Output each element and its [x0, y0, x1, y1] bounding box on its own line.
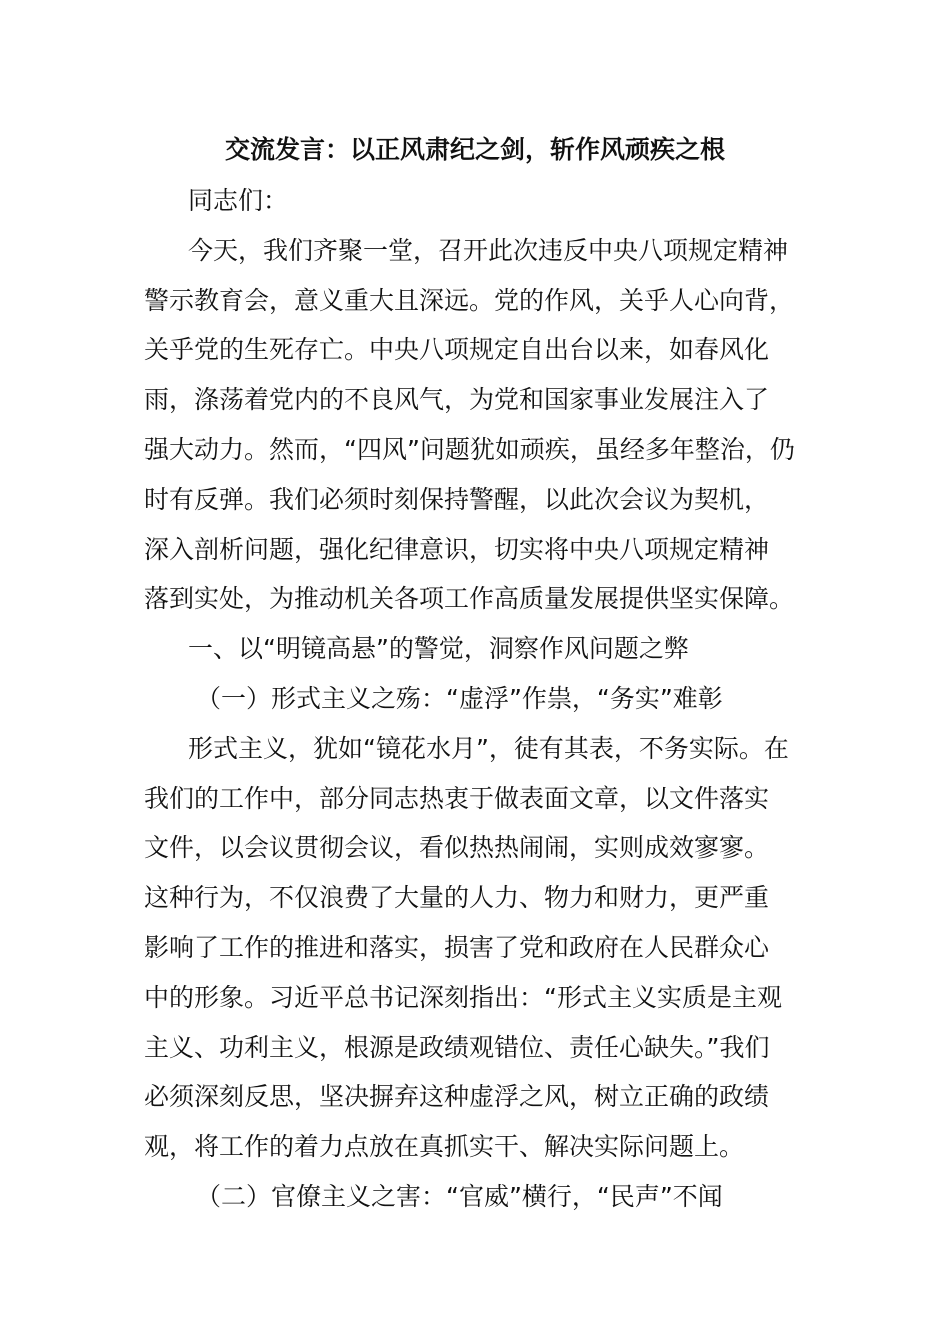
section-heading: 一、以“明镜高悬”的警觉，洞察作风问题之弊	[188, 634, 689, 664]
paragraph-line: 强大动力。然而，“四风”问题犹如顽疾，虽经多年整治，仍	[144, 434, 795, 464]
salutation-line: 同志们：	[188, 186, 289, 215]
subsection-heading: （一）形式主义之殇：“虚浮”作祟，“务实”难彰	[196, 683, 723, 713]
paragraph-line: 观，将工作的着力点放在真抓实干、解决实际问题上。	[144, 1132, 745, 1162]
paragraph-line: 雨，涤荡着党内的不良风气，为党和国家事业发展注入了	[144, 385, 770, 415]
paragraph-line: 中的形象。习近平总书记深刻指出：“形式主义实质是主观	[144, 982, 782, 1012]
paragraph-line: 这种行为，不仅浪费了大量的人力、物力和财力，更严重	[144, 883, 770, 913]
paragraph-line: 必须深刻反思，坚决摒弃这种虚浮之风，树立正确的政绩	[144, 1082, 770, 1112]
paragraph-line: 影响了工作的推进和落实，损害了党和政府在人民群众心	[144, 932, 770, 962]
paragraph-line: 我们的工作中，部分同志热衷于做表面文章，以文件落实	[144, 783, 770, 813]
paragraph-line: 落到实处，为推动机关各项工作高质量发展提供坚实保障。	[144, 584, 795, 614]
document-body	[144, 176, 804, 1222]
paragraph-line: 警示教育会，意义重大且深远。党的作风，关乎人心向背，	[144, 285, 795, 315]
paragraph-line: 主义、功利主义，根源是政绩观错位、责任心缺失。”我们	[144, 1032, 770, 1062]
paragraph-line: 关乎党的生死存亡。中央八项规定自出台以来，如春风化	[144, 335, 770, 365]
paragraph-line: 文件，以会议贯彻会议，看似热热闹闹，实则成效寥寥。	[144, 833, 770, 863]
paragraph-line: 形式主义，犹如“镜花水月”，徒有其表，不务实际。在	[188, 733, 789, 763]
subsection-heading: （二）官僚主义之害：“官威”横行，“民声”不闻	[196, 1181, 723, 1211]
paragraph-line: 深入剖析问题，强化纪律意识，切实将中央八项规定精神	[144, 534, 770, 564]
paragraph-line: 今天，我们齐聚一堂，召开此次违反中央八项规定精神	[188, 235, 789, 265]
paragraph-line: 时有反弹。我们必须时刻保持警醒，以此次会议为契机，	[144, 484, 770, 514]
document-title: 交流发言：以正风肃纪之剑，斩作风顽疾之根	[224, 135, 725, 164]
